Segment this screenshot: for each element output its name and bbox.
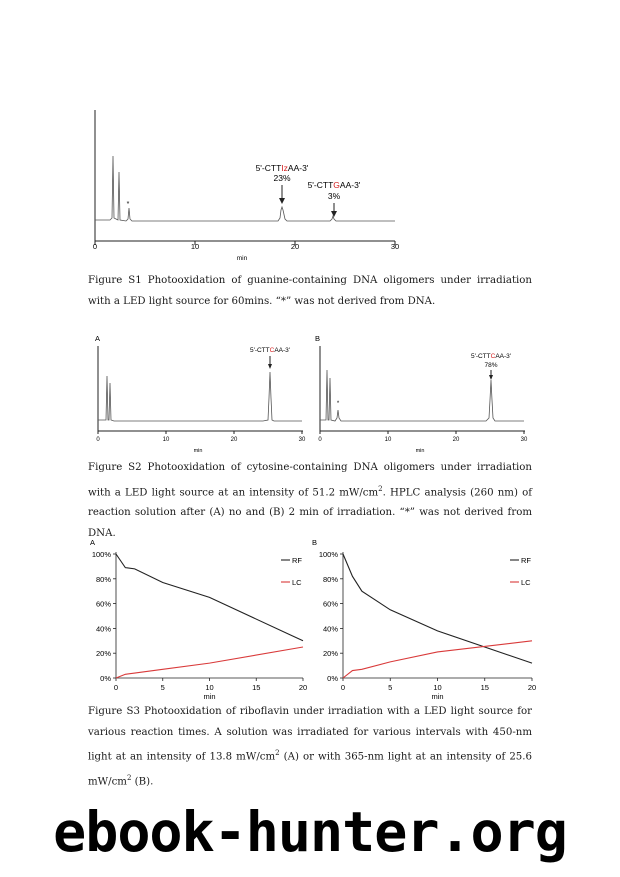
figure-s3-panel-b <box>310 535 538 705</box>
asterisk-mark: * <box>336 401 340 407</box>
y-tick-label: 0% <box>327 674 338 683</box>
caption-text: Figure S3 Photooxidation of riboflavin under irradiation with a LED light source for various reaction times. A solution was irradiated for various intervals with 450-nm light at an intensity of 13.8 mW/cm <box>88 706 532 763</box>
chromatogram-trace <box>320 370 524 421</box>
arrow-head-g <box>331 211 337 217</box>
figure-s1-caption <box>88 271 532 312</box>
watermark: ebook-hunter.org <box>53 800 567 864</box>
figure-s3-caption <box>88 702 532 793</box>
y-tick-label: 60% <box>322 599 338 609</box>
panel-label: B <box>312 538 318 547</box>
legend-label-rf: RF <box>292 556 302 565</box>
x-tick-label: 0 <box>96 437 100 443</box>
peak-yield-c: 78% <box>484 362 498 369</box>
x-tick-label: 20 <box>230 437 238 443</box>
arrow-head-iz <box>279 198 285 204</box>
x-tick-label: 30 <box>298 437 306 443</box>
figure-s3-panel-a <box>88 535 313 705</box>
caption-text: (B). <box>131 776 154 788</box>
series-line-rf <box>116 554 303 641</box>
x-tick-label: 30 <box>390 242 400 251</box>
x-tick-label: 10 <box>433 683 442 692</box>
y-tick-label: 80% <box>322 574 338 584</box>
y-tick-label: 40% <box>95 624 111 634</box>
x-tick-label: 20 <box>452 437 460 443</box>
panel-label: B <box>315 334 321 343</box>
x-tick-label: 15 <box>480 683 489 692</box>
x-axis-label: min <box>236 255 248 262</box>
peak-label-iz: 5'-CTTIzAA-3' <box>255 163 309 173</box>
figure-s2-caption <box>88 458 532 544</box>
x-tick-label: 10 <box>162 437 170 443</box>
x-axis-label: min <box>415 448 425 454</box>
caption-text: Figure S2 Photooxidation of cytosine-containing DNA oligomers under irradiation with a LED light source at an intensity of 51.2 mW/cm <box>88 462 532 498</box>
series-line-lc <box>343 641 532 678</box>
x-tick-label: 0 <box>340 683 346 692</box>
x-tick-label: 15 <box>252 683 261 692</box>
x-tick-label: 20 <box>527 683 537 692</box>
y-tick-label: 60% <box>95 599 111 609</box>
x-tick-label: 5 <box>388 683 393 692</box>
x-tick-label: 30 <box>520 437 528 443</box>
series-line-rf <box>343 554 532 663</box>
y-tick-label: 0% <box>100 674 111 683</box>
caption-superscript: 2 <box>126 773 132 782</box>
figure-s2-panel-a <box>88 328 313 458</box>
caption-superscript: 2 <box>378 484 383 493</box>
peak-yield-iz: 23% <box>273 173 291 183</box>
figure-s2-panel-b <box>308 328 533 458</box>
series-line-lc <box>116 647 303 678</box>
x-tick-label: 0 <box>318 437 322 443</box>
arrow-head <box>489 375 493 380</box>
panel-label: A <box>90 538 96 547</box>
x-tick-label: 20 <box>290 242 300 251</box>
y-tick-label: 100% <box>318 550 338 559</box>
figure-s1-chromatogram <box>80 100 410 270</box>
x-tick-label: 0 <box>113 683 119 692</box>
x-tick-label: 10 <box>190 242 200 251</box>
legend-label-lc: LC <box>292 578 302 587</box>
caption-text: . HPLC analysis (260 nm) of reaction solution after (A) no and (B) 2 min of irradiation. “*” was not derived from DNA. <box>88 486 532 539</box>
legend-label-rf: RF <box>521 556 531 565</box>
x-axis-label: min <box>193 448 203 454</box>
x-tick-label: 5 <box>160 683 165 692</box>
chromatogram-trace <box>98 372 302 421</box>
panel-label: A <box>95 334 101 343</box>
x-tick-label: 20 <box>298 683 308 692</box>
asterisk-mark: * <box>126 201 130 208</box>
caption-text: Figure S1 Photooxidation of guanine-containing DNA oligomers under irradiation with a LED light source for 60mins. “*” was not derived from DNA. <box>88 275 532 307</box>
peak-label-c: 5'-CTTCAA-3' <box>249 347 291 354</box>
y-tick-label: 80% <box>95 574 111 584</box>
x-tick-label: 10 <box>384 437 392 443</box>
arrow-head <box>268 364 272 369</box>
caption-text: (A) or with 365-nm light at an intensity of 25.6 mW/cm <box>88 751 533 788</box>
caption-superscript: 2 <box>275 749 280 757</box>
y-tick-label: 20% <box>95 649 111 659</box>
peak-yield-g: 3% <box>327 191 341 201</box>
x-axis-label: min <box>203 692 216 701</box>
peak-label-c: 5'-CTTCAA-3' <box>470 353 512 360</box>
y-tick-label: 20% <box>322 649 338 659</box>
x-tick-label: 10 <box>205 683 214 692</box>
y-tick-label: 100% <box>91 550 111 559</box>
x-tick-label: 0 <box>92 242 98 251</box>
peak-label-g: 5'-CTTGAA-3' <box>307 180 361 190</box>
y-tick-label: 40% <box>322 624 338 634</box>
x-axis-label: min <box>431 692 444 701</box>
legend-label-lc: LC <box>521 578 531 587</box>
